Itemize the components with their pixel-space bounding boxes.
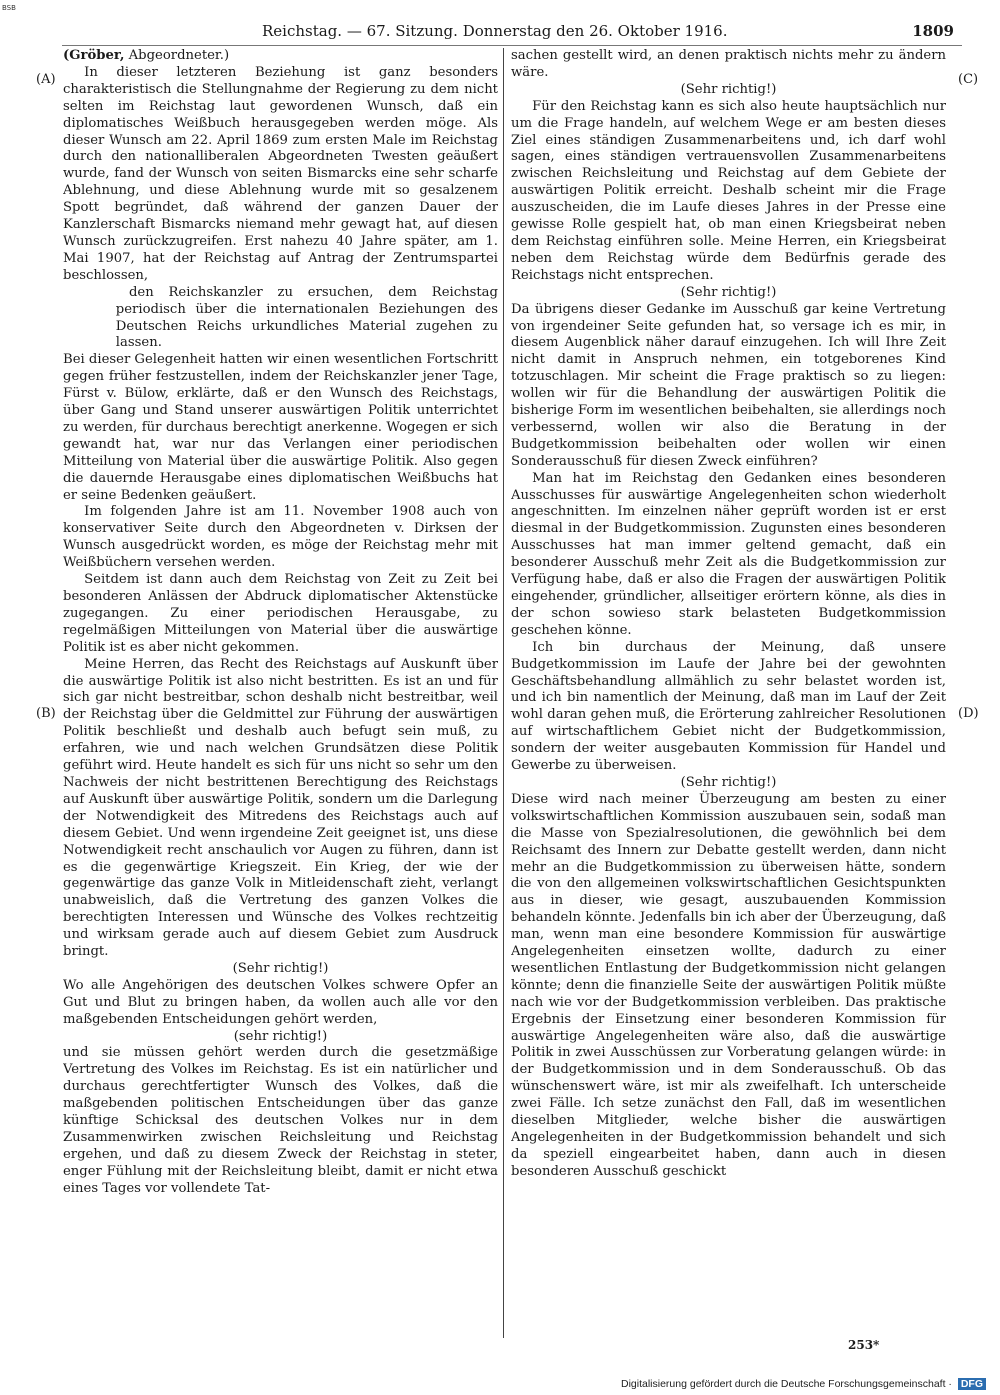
interjection: (sehr richtig!) <box>233 1028 328 1044</box>
left-column <box>63 48 498 1342</box>
page-number: 1809 <box>912 22 954 40</box>
column-divider <box>503 48 504 1338</box>
page-header <box>62 20 962 46</box>
paragraph: sachen gestellt wird, an denen praktisch nichts mehr zu ändern wäre. <box>511 48 946 80</box>
dfg-logo: DFG <box>958 1378 986 1390</box>
header-title: Reichstag. — 67. Sitzung. Donnerstag den 26. Oktober 1916. <box>262 22 728 40</box>
paragraph: Bei dieser Gelegenheit hatten wir einen wesentlichen Fortschritt gegen früher festzustellen, indem der Reichskanzler jener Tage, Fürst v. Bülow, erklärte, daß er den Wunsch des Reichstags, über Gang und Stand unserer auswärtigen Politik unterrichtet zu werden, für durchaus berechtigt anerkenne. Wogegen er sich gewandt hat, war nur das Verlangen einer periodischen Mitteilung von Material über die auswärtige Politik. Also gegen die dauernde Herausgabe eines diplomatischen Weißbuchs hat er seine Bedenken geäußert. <box>63 352 498 503</box>
right-column <box>511 48 946 1338</box>
margin-letter-a: (A) <box>36 72 56 87</box>
footer-text: Digitalisierung gefördert durch die Deutsche Forschungsgemeinschaft · <box>620 1378 952 1390</box>
signature-mark: 253* <box>848 1338 880 1352</box>
paragraph: Meine Herren, das Recht des Reichstags auf Auskunft über die auswärtige Politik ist also nicht bestritten. Es ist an und für sich gar nicht bestreitbar, schon deshalb nicht bestreitbar, weil der Reichstag über die Geldmittel zur Führung der auswärtigen Politik beschließt und deshalb auch befugt sein muß, zu erfahren, wie und nach welchen Grundsätzen diese Politik geführt wird. Heute handelt es sich für uns nicht so sehr um den Nachweis der nicht bestrittenen Berechtigung des Reichstags auf Auskunft über auswärtige Politik, sondern um die Darlegung der Notwendigkeit des Mitredens des Reichstags auch auf diesem Gebiet. Und wenn irgendeine Zeit geeignet ist, uns diese Notwendigkeit recht anschaulich vor Augen zu führen, dann ist es die gegenwärtige Kriegszeit. Ein Krieg, der wie der gegenwärtige das ganze Volk in Mitleidenschaft zieht, verlangt unabweislich, daß die Vertretung des ganzen Volkes die berechtigten Interessen und Wünsche des Volkes rechtzeitig und wirksam gerade auch auf diesem Gebiet zum Ausdruck bringt. <box>63 656 498 960</box>
paragraph: Man hat im Reichstag den Gedanken eines besonderen Ausschusses für auswärtige Angelegenheiten schon wiederholt angeschnitten. Im einzelnen näher geprüft worden ist er erst diesmal in der Budgetkommission. Zugunsten eines besonderen Ausschusses hat man immer geltend gemacht, daß ein besonderer Ausschuß mehr Zeit als die Budgetkommission zur Verfügung habe, daß er also die Fragen der auswärtigen Politik eingehender, gründlicher, allseitiger erörtern könne, als dies in der schon sowieso stark belasteten Budgetkommission geschehen könne. <box>511 470 946 638</box>
paragraph: Seitdem ist dann auch dem Reichstag von Zeit zu Zeit bei besonderen Anlässen der Abdruck diplomatischer Aktenstücke zugegangen. Zu einer periodischen Herausgabe, zu regelmäßigen Mitteilungen von Material über die auswärtige Politik ist es aber nicht gekommen. <box>63 572 498 655</box>
paragraph: Im folgenden Jahre ist am 11. November 1908 auch von konservativer Seite durch den Abgeordneten v. Dirksen der Wunsch ausgedrückt worden, es möge der Reichstag mehr mit Weißbüchern versehen werden. <box>63 504 498 571</box>
quoted-resolution: den Reichskanzler zu ersuchen, dem Reichstag periodisch über die internationalen Beziehungen des Deutschen Reichs urkundliches Material zugehen zu lassen. <box>115 284 498 351</box>
interjection: (Sehr richtig!) <box>680 284 777 300</box>
footer <box>621 1378 986 1390</box>
paragraph: und sie müssen gehört werden durch die gesetzmäßige Vertretung des Volkes im Reichstag. Es ist ein natürlicher und durchaus gerechtfertigter Wunsch des Volkes, daß die maßgebenden politischen Entscheidungen über das ganze künftige Schicksal des deutschen Volkes nur in dem Zusammenwirken zwischen Reichsleitung und Reichstag ergehen, und daß zu diesem Zweck der Reichstag in steter, enger Fühlung mit der Reichsleitung bleibt, damit er nicht etwa eines Tages vor vollendete Tat- <box>63 1045 498 1196</box>
paragraph: Für den Reichstag kann es sich also heute hauptsächlich nur um die Frage handeln, auf welchem Wege er am besten dieses Ziel eines ständigen Zusammenarbeitens und, ich darf wohl sagen, eines ständigen vertrauensvollen Zusammenarbeitens zwischen Reichsleitung und Reichstag auf dem Gebiete der auswärtigen Politik erreicht. Deshalb scheint mir die Frage auszuscheiden, die im Laufe dieses Jahres in der Presse eine gewisse Rolle gespielt hat, ob man einen Kriegsbeirat neben dem Reichstag einführen solle. Meine Herren, ein Kriegsbeirat neben dem Reichstag würde dem Bedürfnis gerade des Reichstags nicht entsprechen. <box>511 98 946 283</box>
interjection: (Sehr richtig!) <box>232 960 329 976</box>
interjection: (Sehr richtig!) <box>680 81 777 97</box>
paragraph: Wo alle Angehörigen des deutschen Volkes schwere Opfer an Gut und Blut zu bringen haben, da wollen auch alle vor den maßgebenden Entscheidungen gehört werden, <box>63 977 498 1027</box>
margin-letter-d: (D) <box>958 706 979 721</box>
paragraph: Da übrigens dieser Gedanke im Ausschuß gar keine Vertretung von irgendeiner Seite gefunden hat, so versage ich es mir, in diesem Augenblick näher darauf einzugehen. Ich will Ihre Zeit nicht damit in Anspruch nehmen, ein totgeborenes Kind totzuschlagen. Mir scheint die Frage praktisch so zu liegen: wollen wir für die Behandlung der auswärtigen Politik die bisherige Form im wesentlichen beibehalten, sie allerdings noch verbessernd, wollen wir also die Beratung in der Budgetkommission beibehalten oder wollen wir einen Sonderausschuß für diesen Zweck einführen? <box>511 301 946 469</box>
margin-letter-c: (C) <box>958 72 979 87</box>
paragraph: In dieser letzteren Beziehung ist ganz besonders charakteristisch die Stellungnahme der Regierung zu dem nicht selten im Reichstag laut gewordenen Wunsch, daß ein diplomatisches Weißbuch herausgegeben werden möge. Als dieser Wunsch am 22. April 1869 zum ersten Male im Reichstag durch den nationalliberalen Abgeordneten Twesten geäußert wurde, fand der Wunsch von seiten Bismarcks eine sehr scharfe Ablehnung, und diese Ablehnung wurde mit so gesalzenem Spott begründet, daß während der ganzen Dauer der Kanzlerschaft Bismarcks niemand mehr gewagt hat, auf diesen Wunsch zurückzugreifen. Erst nahezu 40 Jahre später, am 1. Mai 1907, hat der Reichstag auf Antrag der Zentrumspartei beschlossen, <box>63 64 498 283</box>
library-mark: BSB <box>2 4 16 12</box>
speaker-name: (Gröber, <box>63 48 125 63</box>
paragraph: Diese wird nach meiner Überzeugung am besten zu einer volkswirtschaftlichen Kommission auszubauen sein, sodaß man die Masse von Spezialresolutionen, die gewöhnlich bei dem Reichsamt des Innern zur Debatte gestellt werden, dann nicht mehr an die Budgetkommission zu überweisen hätte, sondern die von den allgemeinen volkswirtschaftlichen Gesichtspunkten aus in dieser, wie gesagt, auszubauenden Kommission behandeln könnte. Jedenfalls bin ich aber der Überzeugung, daß man, wenn man eine besondere Kommission für auswärtige Angelegenheiten einsetzen wollte, dadurch zu einer wesentlichen Entlastung der Budgetkommission nicht gelangen könnte; denn die finanzielle Seite der auswärtigen Politik müßte nach wie vor der Budgetkommission verbleiben. Das praktische Ergebnis der Einsetzung einer besonderen Kommission für auswärtige Angelegenheiten wäre also, daß die auswärtige Politik in zwei Ausschüssen zur Vorberatung gelangen würde: in der Budgetkommission und in dem Sonderausschuß. Ob das wünschenswert wäre, ist mir als zweifelhaft. Ich unterscheide zwei Fälle. Ich setze zunächst den Fall, daß im wesentlichen dieselben Mitglieder, welche bisher die auswärtigen Angelegenheiten in der Budgetkommission behandelt und sich da speziell eingearbeitet haben, dann auch in diesen besonderen Ausschuß geschickt <box>511 791 946 1179</box>
margin-letter-b: (B) <box>36 706 56 721</box>
interjection: (Sehr richtig!) <box>680 774 777 790</box>
speaker-role: Abgeordneter.) <box>124 48 230 63</box>
paragraph: Ich bin durchaus der Meinung, daß unsere Budgetkommission im Laufe der Jahre bei der gewohnten Geschäftsbehandlung allmählich zu sehr belastet worden ist, und ich bin namentlich der Meinung, daß man im Lauf der Zeit wohl daran gehen muß, die Erörterung zahlreicher Resolutionen auf wirtschaftlichem Gebiet nicht der Budgetkommission, sondern der weiter ausgebauten Kommission für Handel und Gewerbe zu überweisen. <box>511 639 946 774</box>
speaker-line <box>63 48 498 65</box>
